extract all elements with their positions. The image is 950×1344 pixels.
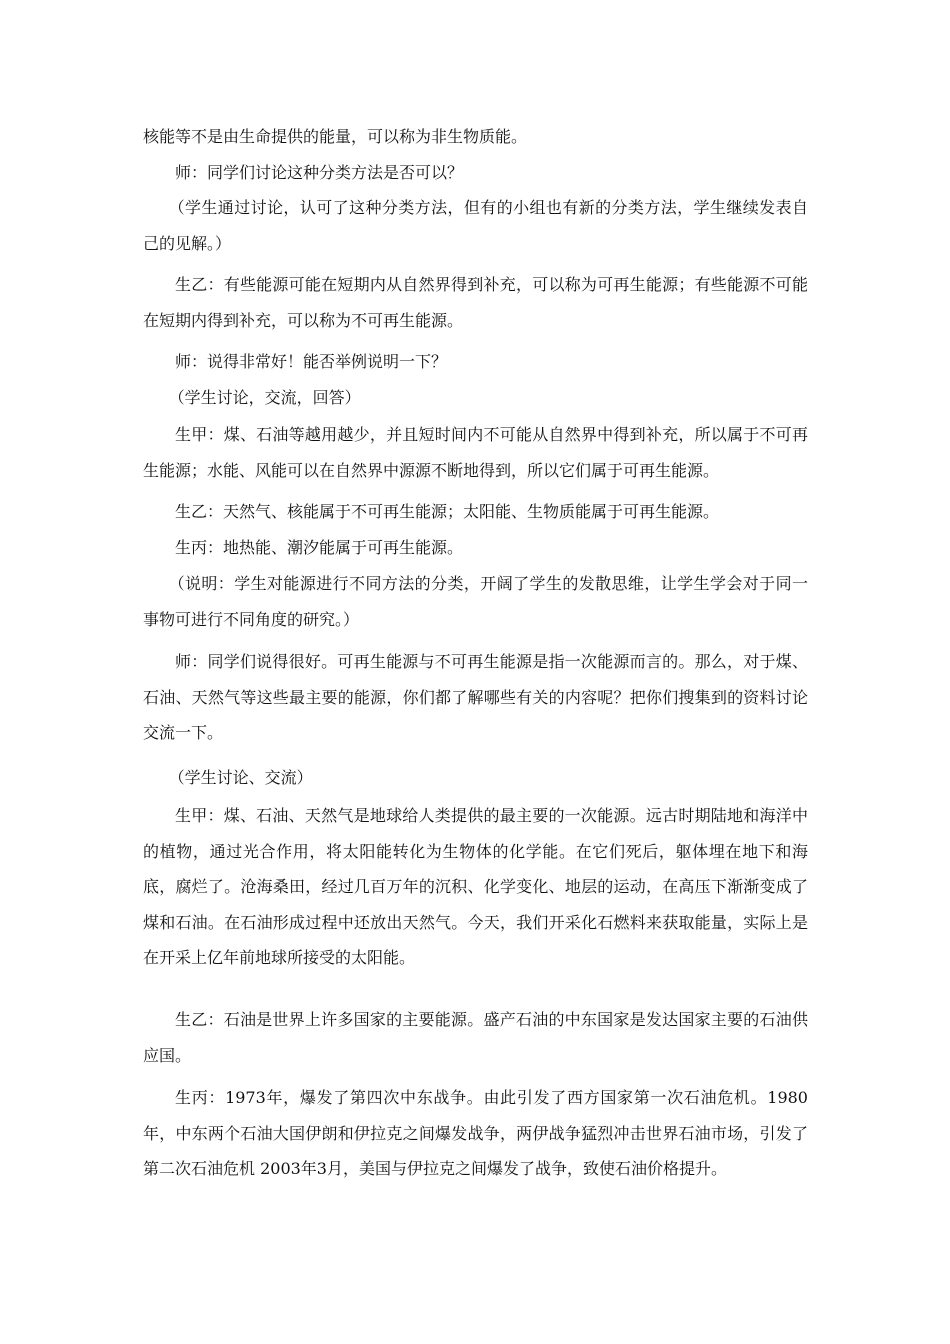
paragraph-10: （说明：学生对能源进行不同方法的分类，开阔了学生的发散思维，让学生学会对于同一事物可进行不同角度的研究。） (143, 574, 808, 629)
paragraph-2: 师：同学们讨论这种分类方法是否可以？ (175, 163, 464, 182)
paragraph-12: （学生讨论、交流） (168, 768, 313, 787)
paragraph-4: 生乙：有些能源可能在短期内从自然界得到补充，可以称为可再生能源；有些能源不可能在短期内得到补充，可以称为不可再生能源。 (143, 275, 808, 330)
paragraph-13: 生甲：煤、石油、天然气是地球给人类提供的最主要的一次能源。远古时期陆地和海洋中的植物，通过光合作用，将太阳能转化为生物体的化学能。在它们死后，躯体埋在地下和海底，腐烂了。沧海桑田，经过几百万年的沉积、化学变化、地层的运动，在高压下渐渐变成了煤和石油。在石油形成过程中还放出天然气。今天，我们开采化石燃料来获取能量，实际上是在开采上亿年前地球所接受的太阳能。 (143, 806, 808, 967)
paragraph-15: 生丙：1973年，爆发了第四次中东战争。由此引发了西方国家第一次石油危机。1980年，中东两个石油大国伊朗和伊拉克之间爆发战争，两伊战争猛烈冲击世界石油市场，引发了第二次石油危机 2003年3月，美国与伊拉克之间爆发了战争，致使石油价格提升。 (143, 1088, 808, 1178)
paragraph-7: 生甲：煤、石油等越用越少，并且短时间内不可能从自然界中得到补充，所以属于不可再生能源；水能、风能可以在自然界中源源不断地得到，所以它们属于可再生能源。 (143, 425, 808, 480)
paragraph-11: 师：同学们说得很好。可再生能源与不可再生能源是指一次能源而言的。那么，对于煤、石油、天然气等这些最主要的能源，你们都了解哪些有关的内容呢？把你们搜集到的资料讨论交流一下。 (143, 652, 808, 742)
paragraph-1: 核能等不是由生命提供的能量，可以称为非生物质能。 (143, 127, 528, 146)
paragraph-3: （学生通过讨论，认可了这种分类方法，但有的小组也有新的分类方法，学生继续发表自己的见解。） (143, 198, 808, 253)
paragraph-14: 生乙：石油是世界上许多国家的主要能源。盛产石油的中东国家是发达国家主要的石油供应国。 (143, 1010, 808, 1065)
paragraph-6: （学生讨论，交流，回答） (168, 388, 361, 407)
paragraph-9: 生丙：地热能、潮汐能属于可再生能源。 (175, 538, 464, 557)
paragraph-5: 师：说得非常好！能否举例说明一下？ (175, 352, 448, 371)
paragraph-8: 生乙：天然气、核能属于不可再生能源；太阳能、生物质能属于可再生能源。 (175, 502, 720, 521)
